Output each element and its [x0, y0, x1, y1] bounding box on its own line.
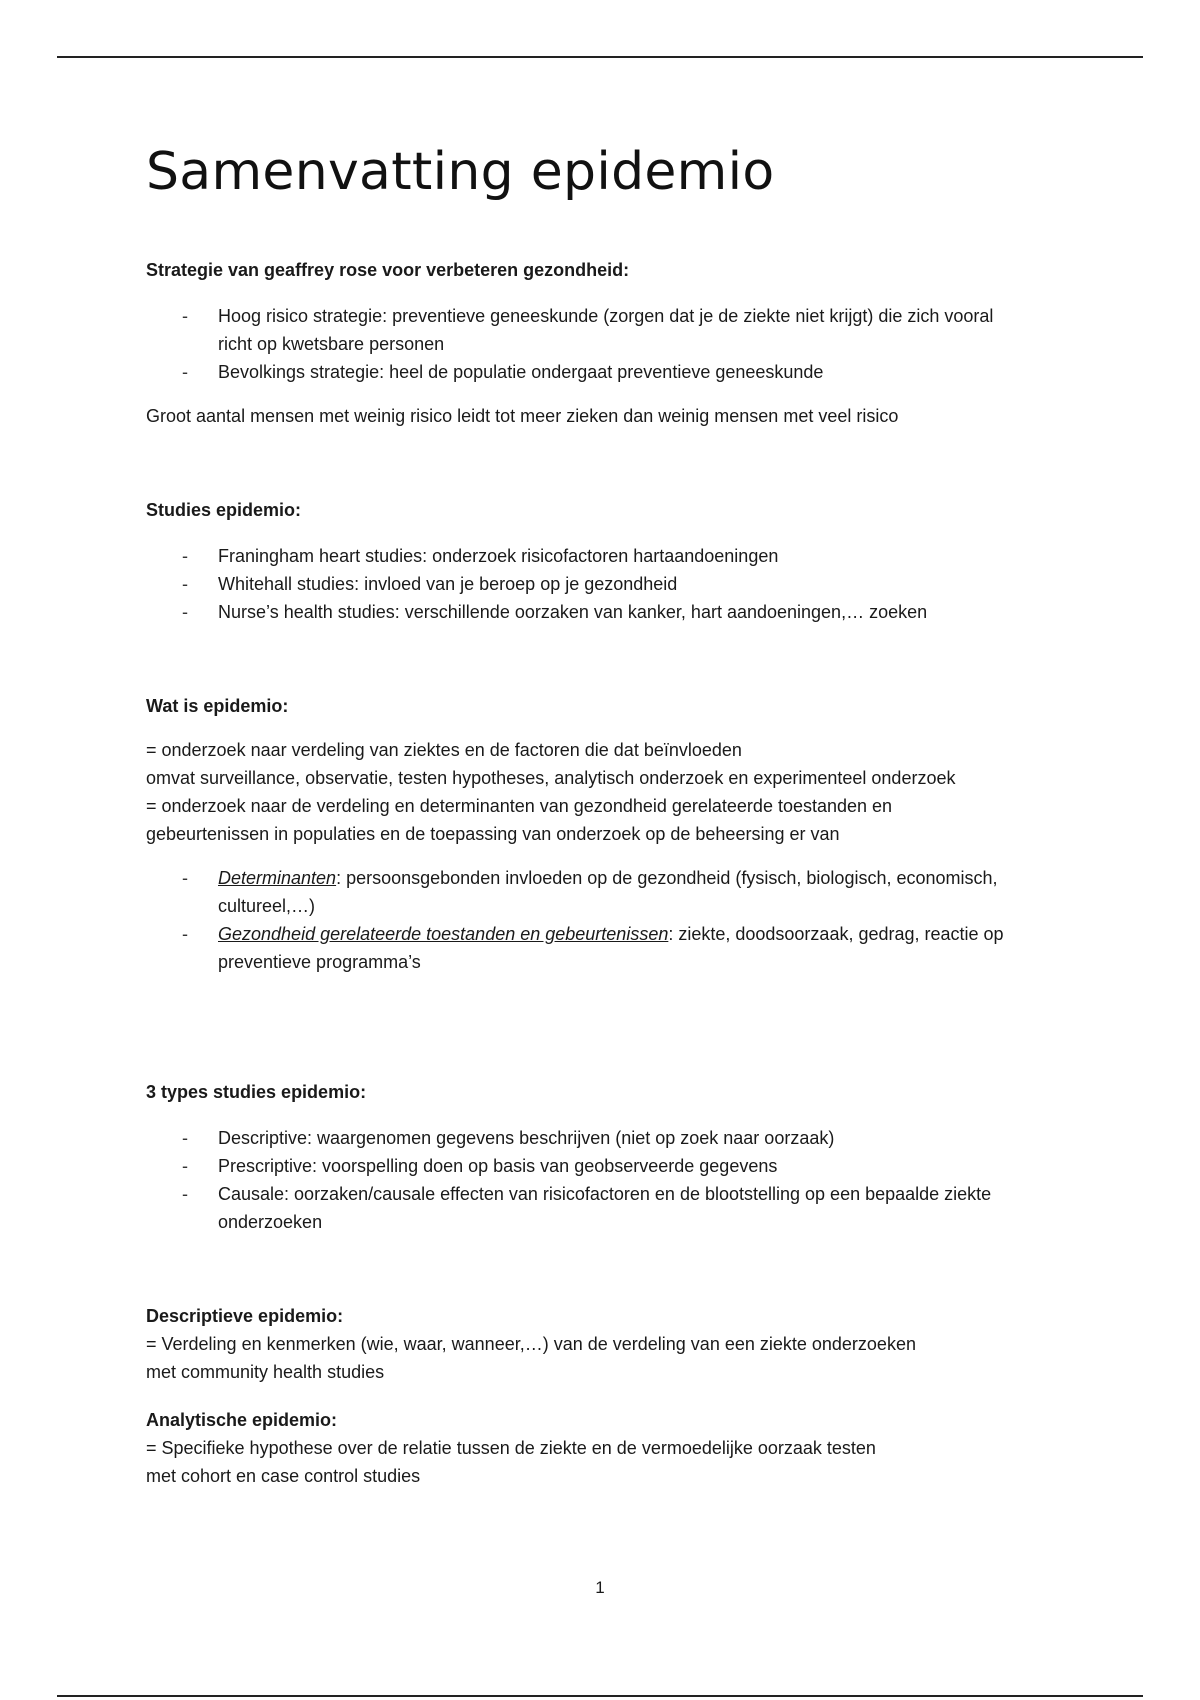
section-heading-studies: Studies epidemio:: [146, 500, 302, 520]
list-item: [146, 864, 998, 920]
rose-list: [146, 302, 1046, 386]
section-wat: [146, 692, 1046, 976]
list-item: - Bevolkings strategie: heel de populatie ondergaat preventieve geneeskunde: [146, 358, 1046, 386]
studies-list: [146, 542, 1046, 626]
list-item: [146, 920, 1018, 976]
section-descriptieve: [146, 1302, 1046, 1386]
description-line: = Specifieke hypothese over de relatie tussen de ziekte en de vermoedelijke oorzaak testen: [146, 1438, 876, 1458]
section-studies: [146, 496, 1046, 626]
document-title: Samenvatting epidemio: [146, 142, 775, 202]
list-item: - Causale: oorzaken/causale effecten van risicofactoren en de blootstelling op een bepaalde ziekte onderzoeken: [146, 1180, 1018, 1236]
wat-definitions: [146, 736, 976, 848]
header-rule: [57, 56, 1143, 58]
section-rose: [146, 256, 1046, 430]
definition-line: = onderzoek naar de verdeling en determinanten van gezondheid gerelateerde toestanden en gebeurtenissen in populaties en de toepassing van onderzoek op de beheersing er van: [146, 796, 893, 844]
section-types: [146, 1078, 1046, 1236]
section-heading-rose: Strategie van geaffrey rose voor verbeteren gezondheid:: [146, 260, 630, 280]
list-item: - Hoog risico strategie: preventieve geneeskunde (zorgen dat je de ziekte niet krijgt) die zich vooral richt op kwetsbare personen: [146, 302, 1018, 358]
list-item: - Descriptive: waargenomen gegevens beschrijven (niet op zoek naar oorzaak): [146, 1124, 1046, 1152]
term-determinanten: Determinanten: [218, 868, 337, 888]
section-heading-descriptieve: Descriptieve epidemio:: [146, 1306, 344, 1326]
rose-note: Groot aantal mensen met weinig risico leidt tot meer zieken dan weinig mensen met veel risico: [146, 406, 899, 426]
types-list: [146, 1124, 1046, 1236]
section-heading-analytische: Analytische epidemio:: [146, 1410, 338, 1430]
section-heading-wat: Wat is epidemio:: [146, 696, 289, 716]
list-item: - Franingham heart studies: onderzoek risicofactoren hartaandoeningen: [146, 542, 1046, 570]
definition-line: = onderzoek naar verdeling van ziektes en de factoren die dat beïnvloeden: [146, 740, 742, 760]
description-line: met cohort en case control studies: [146, 1466, 421, 1486]
term-gezondheid: Gezondheid gerelateerde toestanden en gebeurtenissen: [218, 924, 669, 944]
definition-line: omvat surveillance, observatie, testen hypotheses, analytisch onderzoek en experimenteel onderzoek: [146, 768, 956, 788]
list-item: - Nurse’s health studies: verschillende oorzaken van kanker, hart aandoeningen,… zoeken: [146, 598, 1046, 626]
page-number: 1: [595, 1578, 605, 1597]
term-description: : persoonsgebonden invloeden op de gezondheid (fysisch, biologisch, economisch, cultureel,…): [218, 868, 998, 916]
section-analytische: [146, 1406, 1046, 1490]
list-item: - Prescriptive: voorspelling doen op basis van geobserveerde gegevens: [146, 1152, 1046, 1180]
description-line: met community health studies: [146, 1362, 385, 1382]
section-heading-types: 3 types studies epidemio:: [146, 1082, 367, 1102]
list-item: - Whitehall studies: invloed van je beroep op je gezondheid: [146, 570, 1046, 598]
description-line: = Verdeling en kenmerken (wie, waar, wanneer,…) van de verdeling van een ziekte onderzoeken: [146, 1334, 916, 1354]
term-description: : ziekte, doodsoorzaak, gedrag, reactie op preventieve programma’s: [218, 924, 1004, 972]
footer-rule: [57, 1695, 1143, 1697]
wat-list: [146, 864, 1046, 976]
